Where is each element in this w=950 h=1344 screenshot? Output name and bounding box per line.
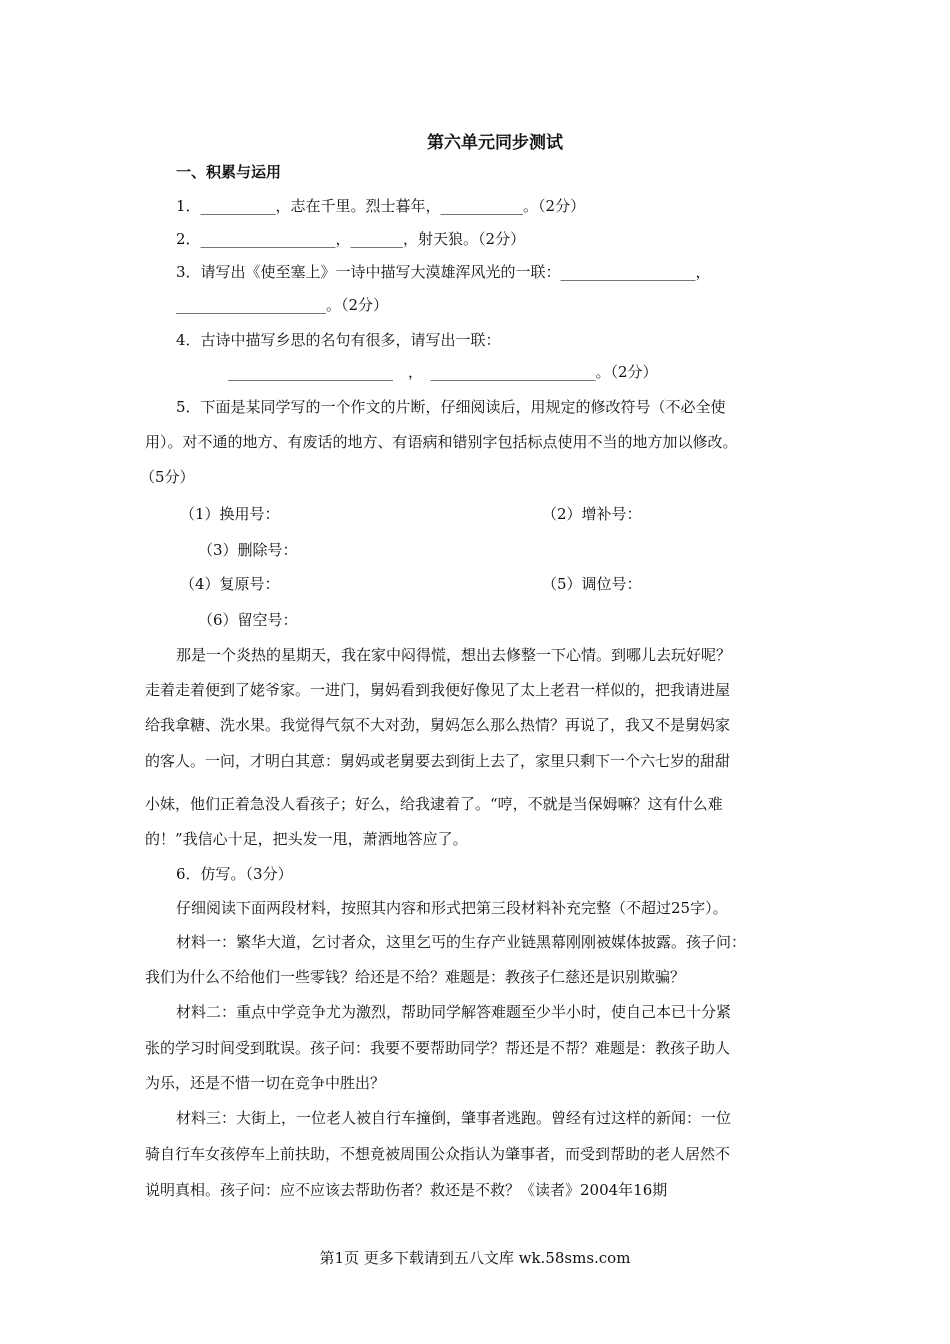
mark-space: （6）留空号：: [198, 611, 298, 629]
mark-swap: （5）调位号：: [542, 575, 642, 593]
mark-insert: （2）增补号：: [542, 505, 642, 523]
material-1-line-2: 我们为什么不给他们一些零钱？给还是不给？难题是：教孩子仁慈还是识别欺骗？: [145, 968, 686, 986]
material-1-line-1: 材料一：繁华大道，乞讨者众，这里乞丐的生存产业链黑幕刚刚被媒体披露。孩子问：: [176, 933, 747, 951]
material-3-line-2: 骑自行车女孩停车上前扶助，不想竟被周围公众指认为肇事者，而受到帮助的老人居然不: [145, 1145, 731, 1163]
passage-line: 的！”我信心十足，把头发一甩，萧洒地答应了。: [145, 830, 468, 848]
page-title: 第六单元同步测试: [427, 133, 563, 153]
question-4-line-1: 4．古诗中描写乡思的名句有很多，请写出一联：: [176, 331, 501, 349]
material-2-line-2: 张的学习时间受到耽误。孩子问：我要不要帮助同学？帮还是不帮？难题是：教孩子助人: [145, 1039, 731, 1057]
question-6-intro: 仔细阅读下面两段材料，按照其内容和形式把第三段材料补充完整（不超过25字）。: [176, 899, 728, 917]
question-5-line-3: （5分）: [140, 468, 195, 486]
question-3-line-2: ____________________。（2分）: [176, 296, 389, 314]
passage-line: 的客人。一问，才明白其意：舅妈或老舅要去到街上去了，家里只剩下一个六七岁的甜甜: [145, 752, 731, 770]
question-4-line-2: ______________________ ， ______________________。（2分）: [228, 363, 658, 381]
material-2-line-1: 材料二：重点中学竞争尤为激烈，帮助同学解答难题至少半小时，使自己本已十分紧: [176, 1003, 732, 1021]
section-heading: 一、积累与运用: [176, 163, 282, 181]
passage-line: 给我拿糖、洗水果。我觉得气氛不大对劲，舅妈怎么那么热情？再说了，我又不是舅妈家: [145, 716, 731, 734]
mark-restore: （4）复原号：: [180, 575, 280, 593]
question-2: 2．__________________，_______，射天狼。（2分）: [176, 230, 526, 248]
material-3-line-1: 材料三：大街上，一位老人被自行车撞倒，肇事者逃跑。曾经有过这样的新闻：一位: [176, 1109, 732, 1127]
question-3-line-1: 3．请写出《使至塞上》一诗中描写大漠雄浑风光的一联：__________________，: [176, 263, 711, 281]
passage-line: 那是一个炎热的星期天，我在家中闷得慌，想出去修整一下心情。到哪儿去玩好呢？: [176, 646, 732, 664]
question-5-line-2: 用）。对不通的地方、有废话的地方、有语病和错别字包括标点使用不当的地方加以修改。: [145, 433, 738, 451]
passage-line: 小妹，他们正着急没人看孩子；好么，给我逮着了。“哼，不就是当保姆嘛？这有什么难: [145, 795, 723, 813]
question-5-line-1: 5．下面是某同学写的一个作文的片断，仔细阅读后，用规定的修改符号（不必全使: [176, 398, 726, 416]
question-6: 6．仿写。（3分）: [176, 865, 293, 883]
question-1: 1．__________，志在千里。烈士暮年，___________。（2分）: [176, 197, 586, 215]
material-3-line-3: 说明真相。孩子问：应不应该去帮助伤者？救还是不救？《读者》2004年16期: [145, 1181, 668, 1199]
page-footer: 第1页 更多下载请到五八文库 wk.58sms.com: [319, 1249, 631, 1267]
mark-replace: （1）换用号：: [180, 505, 280, 523]
material-2-line-3: 为乐，还是不惜一切在竞争中胜出？: [145, 1074, 386, 1092]
passage-line: 走着走着便到了姥爷家。一进门，舅妈看到我便好像见了太上老君一样似的，把我请进屋: [145, 681, 731, 699]
mark-delete: （3）删除号：: [198, 541, 298, 559]
